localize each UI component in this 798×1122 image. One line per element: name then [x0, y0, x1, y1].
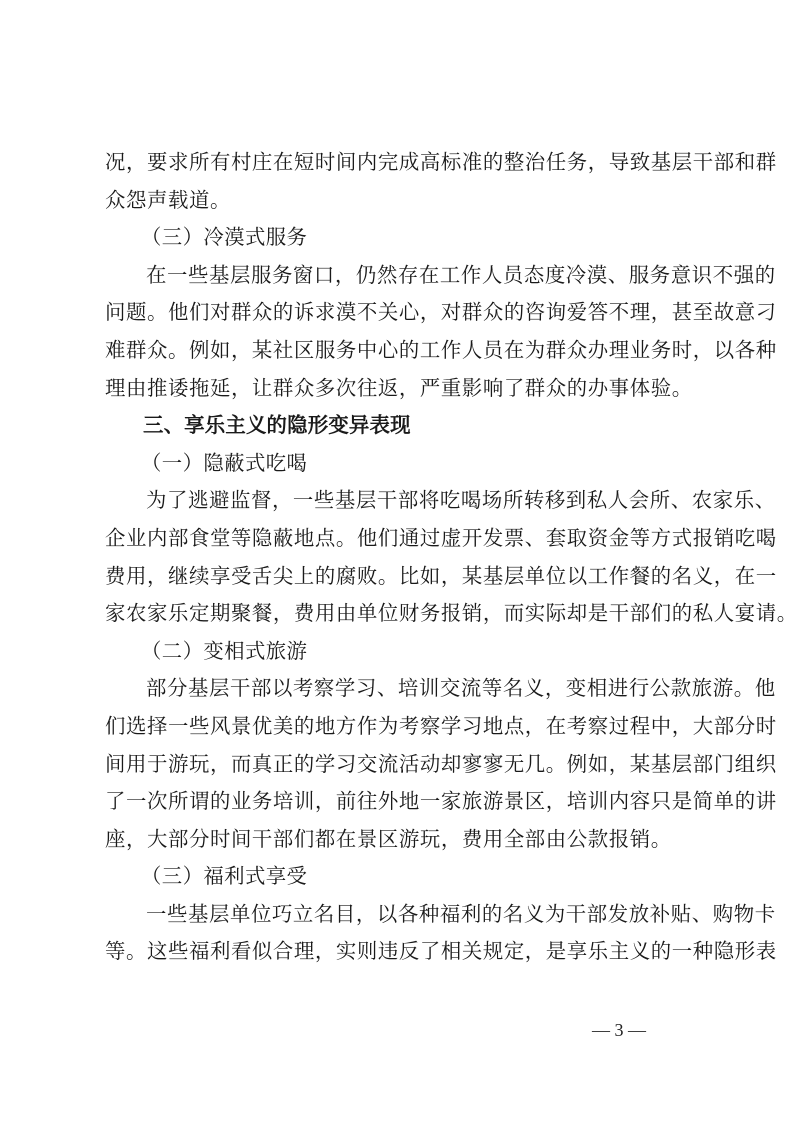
- document-body: [105, 144, 798, 971]
- text-line: 一些基层单位巧立名目，以各种福利的名义为干部发放补贴、购物卡: [146, 901, 776, 926]
- text-line: 难群众。例如，某社区服务中心的工作人员在为群众办理业务时，以各种: [105, 337, 777, 362]
- text-line: 们选择一些风景优美的地方作为考察学习地点，在考察过程中，大部分时: [105, 713, 777, 738]
- subheading-hidden-dining: （一）隐蔽式吃喝: [141, 450, 308, 475]
- subheading-cold-service: （三）冷漠式服务: [141, 225, 308, 250]
- text-line: 众怨声载道。: [105, 187, 231, 212]
- text-line: 座，大部分时间干部们都在景区游玩，费用全部由公款报销。: [105, 826, 672, 851]
- text-line: 家农家乐定期聚餐，费用由单位财务报销，而实际却是干部们的私人宴请。: [105, 601, 798, 626]
- paragraph: [105, 257, 777, 407]
- text-line: 了一次所谓的业务培训，前往外地一家旅游景区，培训内容只是简单的讲: [105, 789, 777, 814]
- text-line: 在一些基层服务窗口，仍然存在工作人员态度冷漠、服务意识不强的: [146, 262, 776, 287]
- text-line: 况，要求所有村庄在短时间内完成高标准的整治任务，导致基层干部和群: [105, 150, 777, 174]
- paragraph-continued: [105, 144, 777, 219]
- text-line: 问题。他们对群众的诉求漠不关心，对群众的咨询爱答不理，甚至故意刁: [105, 300, 777, 325]
- subheading-welfare-enjoyment: （三）福利式享受: [141, 864, 308, 889]
- text-line: 理由推诿拖延，让群众多次往返，严重影响了群众的办事体验。: [105, 375, 693, 400]
- text-line: 为了逃避监督，一些基层干部将吃喝场所转移到私人会所、农家乐、: [146, 488, 776, 513]
- text-line: 部分基层干部以考察学习、培训交流等名义，变相进行公款旅游。他: [146, 676, 776, 701]
- text-line: 间用于游玩，而真正的学习交流活动却寥寥无几。例如，某基层部门组织: [105, 751, 777, 776]
- text-line: 费用，继续享受舌尖上的腐败。比如，某基层单位以工作餐的名义，在一: [105, 563, 777, 588]
- text-line: 企业内部食堂等隐蔽地点。他们通过虚开发票、套取资金等方式报销吃喝: [105, 525, 777, 550]
- subheading-disguised-travel: （二）变相式旅游: [141, 638, 308, 663]
- paragraph-continues: [105, 896, 777, 971]
- text-line: 等。这些福利看似合理，实则违反了相关规定，是享乐主义的一种隐形表: [105, 939, 777, 964]
- paragraph: [105, 482, 798, 632]
- section-heading: 三、享乐主义的隐形变异表现: [143, 413, 411, 438]
- paragraph: [105, 670, 777, 858]
- page-number: — 3 —: [592, 1020, 646, 1040]
